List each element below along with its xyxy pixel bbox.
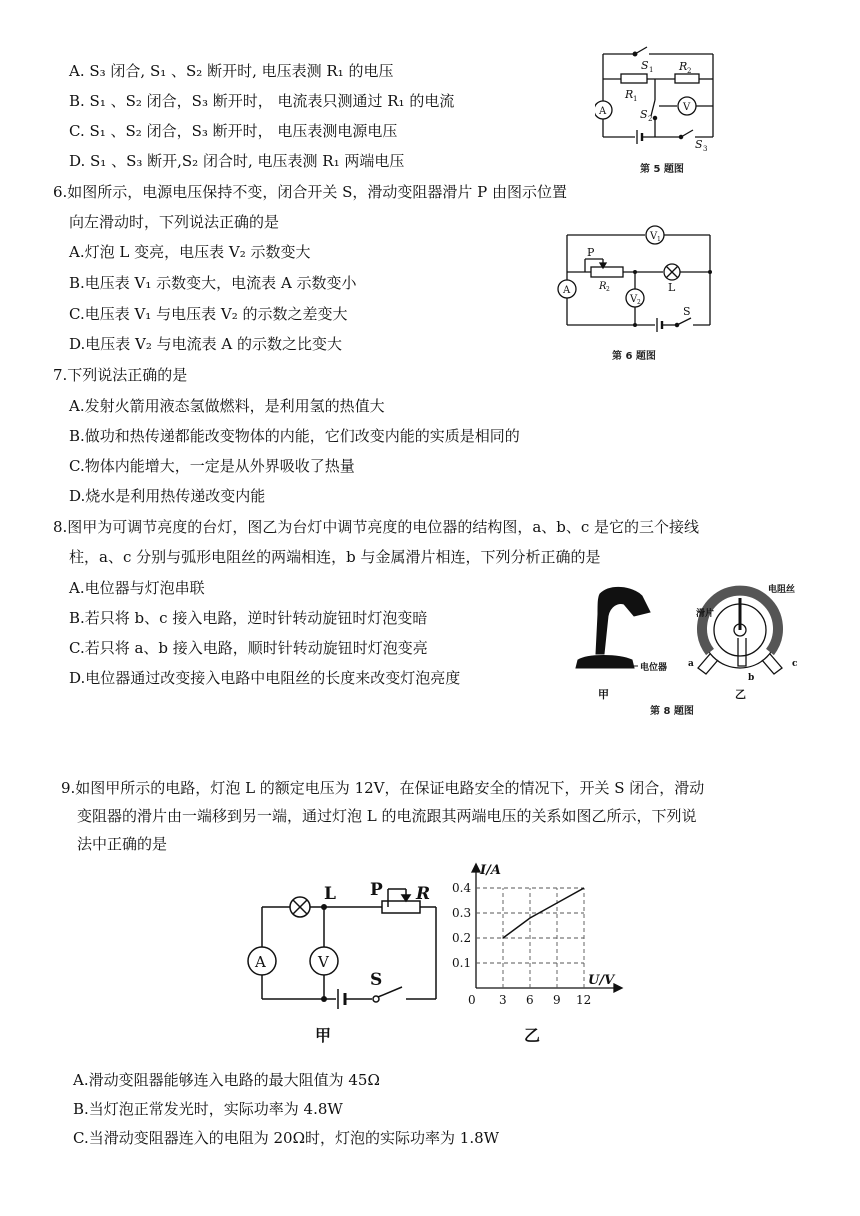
q9-y-tick-label: 0.4 — [452, 881, 472, 895]
q7-option-a: A.发射火箭用液态氢做燃料，是利用氢的热值大 — [69, 397, 385, 415]
q8-option-b: B.若只将 b、c 接入电路，逆时针转动旋钮时灯泡变暗 — [69, 609, 428, 627]
q9-circuit-caption: 甲 — [315, 1026, 332, 1045]
q9-label-r: R — [416, 884, 431, 904]
q5-label-r2: R — [679, 60, 688, 73]
q6-label-r2: R — [599, 281, 607, 292]
q9-y-tick-label: 0.1 — [452, 956, 472, 970]
q5-label-s3: S — [695, 138, 703, 151]
q9-circuit-diagram — [240, 875, 450, 1025]
q6-option-b: B.电压表 V₁ 示数变大，电流表 A 示数变小 — [69, 274, 357, 292]
q9-label-lamp: L — [324, 884, 336, 904]
q7-option-b: B.做功和热传递都能改变物体的内能，它们改变内能的实质是相同的 — [69, 427, 520, 445]
q5-label-ammeter: A — [599, 106, 607, 117]
svg-text:1: 1 — [633, 95, 638, 103]
q9-option-b: B.当灯泡正常发光时，实际功率为 4.8W — [73, 1100, 343, 1118]
svg-text:1: 1 — [657, 236, 661, 243]
q8-lamp-potentiometer-figure — [560, 582, 820, 712]
q5-label-voltmeter: V — [683, 102, 691, 113]
q5-label-s2: S — [640, 108, 648, 121]
q5-option-d: D. S₁ 、S₃ 断开,S₂ 闭合时, 电压表测 R₁ 两端电压 — [69, 152, 405, 170]
q9-y-tick-label: 0.2 — [452, 931, 472, 945]
q5-label-s1: S — [641, 59, 649, 72]
svg-text:1: 1 — [649, 66, 654, 74]
q7-option-d: D.烧水是利用热传递改变内能 — [69, 487, 266, 505]
q5-option-b: B. S₁ 、S₂ 闭合，S₃ 断开时， 电流表只测通过 R₁ 的电流 — [69, 92, 455, 110]
q9-iu-curve — [503, 888, 584, 938]
q8-label-resistance-wire: 电阻丝 — [768, 585, 796, 595]
q6-stem-line1: 6.如图所示，电源电压保持不变，闭合开关 S，滑动变阻器滑片 P 由图示位置 — [53, 183, 567, 201]
svg-text:2: 2 — [637, 299, 641, 306]
q9-x-tick-label: 6 — [526, 993, 534, 1007]
q8-option-a: A.电位器与灯泡串联 — [69, 579, 205, 597]
q6-label-s: S — [683, 305, 691, 318]
q6-stem-line2: 向左滑动时，下列说法正确的是 — [69, 213, 280, 231]
q7-stem: 7.下列说法正确的是 — [53, 366, 188, 384]
q9-iu-chart — [450, 860, 625, 1020]
q9-label-ammeter: A — [255, 953, 266, 971]
q6-option-c: C.电压表 V₁ 与电压表 V₂ 的示数之差变大 — [69, 305, 348, 323]
q5-option-c: C. S₁ 、S₂ 闭合，S₃ 断开时， 电压表测电源电压 — [69, 122, 398, 140]
q9-y-tick-label: 0.3 — [452, 906, 472, 920]
q8-label-slider: 滑片 — [696, 609, 715, 619]
q8-option-d: D.电位器通过改变接入电路中电阻丝的长度来改变灯泡亮度 — [69, 669, 461, 687]
q9-label-s: S — [370, 970, 383, 990]
potentiometer-icon — [698, 591, 782, 674]
q9-label-p: P — [370, 880, 383, 900]
q9-x-tick-label: 9 — [553, 993, 561, 1007]
q6-figure-caption: 第 6 题图 — [612, 351, 656, 362]
q6-label-v2: V — [630, 294, 638, 305]
q9-stem-line1: 9.如图甲所示的电路，灯泡 L 的额定电压为 12V，在保证电路安全的情况下，开关 S 闭合，滑动 — [61, 779, 705, 797]
q9-chart-xlabel: U/V — [588, 973, 615, 988]
q8-label-potentiometer: 电位器 — [640, 663, 668, 673]
q9-option-a: A.滑动变阻器能够连入电路的最大阻值为 45Ω — [73, 1071, 380, 1089]
q5-circuit-diagram — [595, 42, 725, 154]
q9-stem-line3: 法中正确的是 — [77, 835, 168, 853]
q6-label-p: P — [587, 246, 595, 259]
q9-chart-caption: 乙 — [524, 1026, 541, 1045]
svg-text:2: 2 — [648, 115, 653, 123]
q8-label-jia: 甲 — [598, 688, 609, 701]
q8-stem-line2: 柱，a、c 分别与弧形电阻丝的两端相连，b 与金属滑片相连，下列分析正确的是 — [69, 548, 601, 566]
q8-stem-line1: 8.图甲为可调节亮度的台灯，图乙为台灯中调节亮度的电位器的结构图，a、b、c 是它的三个接线 — [53, 518, 700, 536]
q9-x-tick-label: 0 — [468, 993, 476, 1007]
q7-option-c: C.物体内能增大，一定是从外界吸收了热量 — [69, 457, 355, 475]
q6-label-v1: V — [650, 231, 658, 242]
q6-option-a: A.灯泡 L 变亮，电压表 V₂ 示数变大 — [69, 243, 311, 261]
q5-option-a: A. S₃ 闭合, S₁ 、S₂ 断开时, 电压表测 R₁ 的电压 — [69, 62, 394, 80]
q8-figure-caption: 第 8 题图 — [650, 706, 694, 717]
q9-x-tick-label: 12 — [576, 993, 592, 1007]
q8-label-a: a — [688, 659, 694, 669]
q9-chart-ylabel: I/A — [480, 863, 501, 878]
q8-option-c: C.若只将 a、b 接入电路，顺时针转动旋钮时灯泡变亮 — [69, 639, 428, 657]
q9-label-voltmeter: V — [318, 953, 329, 971]
svg-text:2: 2 — [606, 286, 610, 293]
q6-circuit-diagram — [555, 225, 720, 337]
q8-label-b: b — [748, 673, 755, 683]
q5-figure-caption: 第 5 题图 — [640, 164, 684, 175]
svg-text:3: 3 — [703, 145, 708, 153]
q9-stem-line2: 变阻器的滑片由一端移到另一端，通过灯泡 L 的电流跟其两端电压的关系如图乙所示，下列说 — [77, 807, 697, 825]
q5-label-r1: R — [625, 88, 634, 101]
q9-option-c: C.当滑动变阻器连入的电阻为 20Ω时，灯泡的实际功率为 1.8W — [73, 1129, 500, 1147]
desk-lamp-icon — [576, 587, 650, 668]
q9-x-tick-label: 3 — [499, 993, 507, 1007]
q6-label-lamp: L — [668, 281, 676, 294]
svg-text:2: 2 — [687, 67, 692, 75]
q6-option-d: D.电压表 V₂ 与电流表 A 的示数之比变大 — [69, 335, 343, 353]
q8-label-c: c — [792, 659, 798, 669]
q8-label-yi: 乙 — [735, 688, 746, 701]
q6-label-ammeter: A — [563, 285, 571, 296]
